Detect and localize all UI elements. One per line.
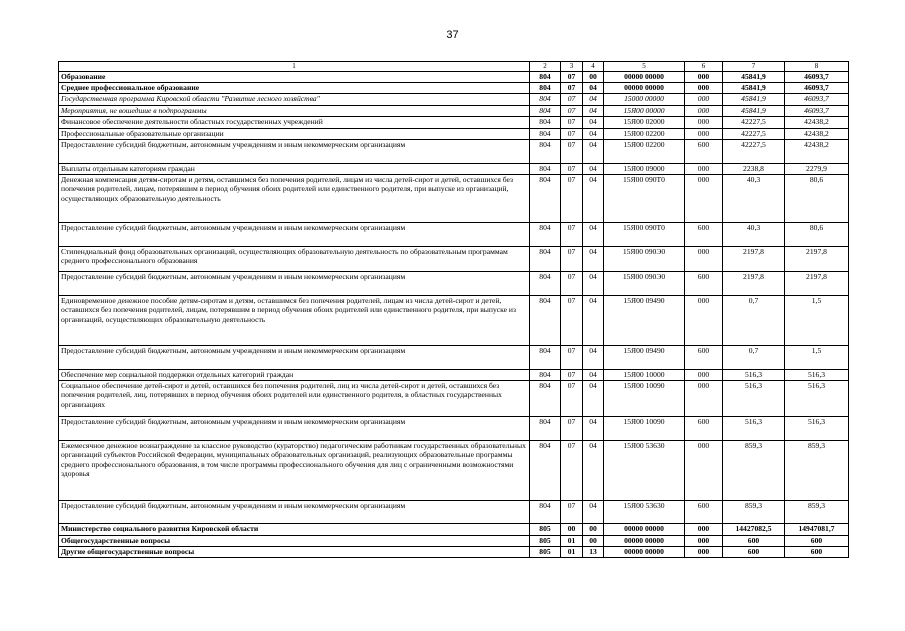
- cell-code-admin: 804: [530, 83, 561, 94]
- cell-code-target: 15Я00 02200: [604, 140, 685, 164]
- cell-amount-year2: 859,3: [785, 441, 849, 501]
- cell-amount-year2: 42438,2: [785, 140, 849, 164]
- cell-amount-year2: 46093,7: [785, 83, 849, 94]
- budget-table: [58, 61, 849, 558]
- cell-name: Предоставление субсидий бюджетным, автономным учреждениям и иным некоммерческим организациям: [59, 501, 530, 524]
- cell-amount-year1: 600: [723, 547, 785, 558]
- cell-amount-year1: 45841,9: [723, 106, 785, 117]
- cell-amount-year1: 2238,8: [723, 164, 785, 175]
- cell-name: Государственная программа Кировской области "Развитие лесного хозяйства": [59, 94, 530, 106]
- cell-amount-year2: 600: [785, 547, 849, 558]
- header-cell: 2: [530, 62, 561, 72]
- cell-code-section: 07: [561, 83, 583, 94]
- table-row: [59, 140, 849, 164]
- table-row: [59, 117, 849, 129]
- cell-code-admin: 804: [530, 247, 561, 272]
- table-row: [59, 272, 849, 296]
- cell-code-expense-type: 600: [685, 140, 723, 164]
- cell-amount-year2: 516,3: [785, 417, 849, 441]
- cell-code-target: 15Я00 090Т0: [604, 223, 685, 247]
- cell-code-expense-type: 600: [685, 223, 723, 247]
- cell-name: Стипендиальный фонд образовательных организаций, осуществляющих образовательную деятельность по образовательным программам среднего профессионального образования: [59, 247, 530, 272]
- cell-code-expense-type: 600: [685, 346, 723, 370]
- cell-code-target: 15Я00 02200: [604, 129, 685, 140]
- cell-name: Мероприятия, не вошедшие в подпрограммы: [59, 106, 530, 117]
- table-row: [59, 247, 849, 272]
- cell-code-target: 15Я00 09490: [604, 346, 685, 370]
- cell-code-admin: 804: [530, 272, 561, 296]
- cell-code-admin: 804: [530, 501, 561, 524]
- cell-code-subsection: 04: [583, 417, 604, 441]
- cell-amount-year1: 40,3: [723, 223, 785, 247]
- table-row: [59, 223, 849, 247]
- cell-name: Другие общегосударственные вопросы: [59, 547, 530, 558]
- cell-name: Общегосударственные вопросы: [59, 536, 530, 547]
- header-row: [59, 62, 849, 72]
- cell-code-section: 07: [561, 417, 583, 441]
- cell-code-target: 00000 00000: [604, 536, 685, 547]
- cell-code-section: 07: [561, 346, 583, 370]
- cell-code-subsection: 04: [583, 247, 604, 272]
- header-cell: 5: [604, 62, 685, 72]
- table-row: [59, 441, 849, 501]
- cell-name: Финансовое обеспечение деятельности областных государственных учреждений: [59, 117, 530, 129]
- cell-code-section: 07: [561, 94, 583, 106]
- header-cell: 1: [59, 62, 530, 72]
- cell-amount-year1: 859,3: [723, 501, 785, 524]
- cell-code-target: 00000 00000: [604, 83, 685, 94]
- cell-name: Предоставление субсидий бюджетным, автономным учреждениям и иным некоммерческим организациям: [59, 272, 530, 296]
- cell-amount-year2: 2197,8: [785, 272, 849, 296]
- cell-name: Профессиональные образовательные организации: [59, 129, 530, 140]
- cell-code-admin: 804: [530, 164, 561, 175]
- cell-code-expense-type: 600: [685, 501, 723, 524]
- cell-code-admin: 805: [530, 547, 561, 558]
- cell-amount-year2: 46093,7: [785, 94, 849, 106]
- cell-code-section: 07: [561, 117, 583, 129]
- header-cell: 8: [785, 62, 849, 72]
- table-row: [59, 106, 849, 117]
- table-row: [59, 536, 849, 547]
- cell-amount-year1: 0,7: [723, 296, 785, 346]
- cell-amount-year2: 42438,2: [785, 129, 849, 140]
- cell-amount-year2: 1,5: [785, 296, 849, 346]
- cell-code-expense-type: 000: [685, 106, 723, 117]
- cell-code-section: 01: [561, 547, 583, 558]
- cell-code-expense-type: 000: [685, 72, 723, 83]
- cell-amount-year1: 516,3: [723, 381, 785, 417]
- table-row: [59, 381, 849, 417]
- cell-code-expense-type: 000: [685, 247, 723, 272]
- cell-code-section: 01: [561, 536, 583, 547]
- cell-name: Образование: [59, 72, 530, 83]
- table-row: [59, 129, 849, 140]
- cell-code-section: 07: [561, 129, 583, 140]
- cell-amount-year1: 42227,5: [723, 117, 785, 129]
- table-row: [59, 83, 849, 94]
- cell-code-admin: 804: [530, 140, 561, 164]
- cell-code-admin: 805: [530, 536, 561, 547]
- cell-name: Обеспечение мер социальной поддержки отдельных категорий граждан: [59, 370, 530, 381]
- cell-amount-year1: 42227,5: [723, 140, 785, 164]
- cell-code-subsection: 04: [583, 296, 604, 346]
- cell-code-admin: 804: [530, 296, 561, 346]
- cell-code-target: 15Я00 090Э0: [604, 247, 685, 272]
- cell-name: Единовременное денежное пособие детям-сиротам и детям, оставшимся без попечения родителей, лицам из числа детей-сирот и детей, оставшихся без попечения родителей, лицам, потерявшим в период обучения обоих родителей или единственного родителя, при выпуске из организаций, осуществляющих образовательную деятельность: [59, 296, 530, 346]
- cell-code-admin: 804: [530, 223, 561, 247]
- cell-code-section: 07: [561, 441, 583, 501]
- cell-name: Министерство социального развития Кировской области: [59, 524, 530, 536]
- cell-code-target: 15Я00 09490: [604, 296, 685, 346]
- cell-code-subsection: 04: [583, 346, 604, 370]
- cell-code-expense-type: 000: [685, 536, 723, 547]
- cell-amount-year2: 46093,7: [785, 106, 849, 117]
- cell-code-target: 15Я00 10090: [604, 417, 685, 441]
- table-row: [59, 417, 849, 441]
- cell-code-expense-type: 000: [685, 83, 723, 94]
- table-row: [59, 296, 849, 346]
- table-row: [59, 370, 849, 381]
- cell-code-expense-type: 600: [685, 272, 723, 296]
- cell-amount-year2: 516,3: [785, 381, 849, 417]
- cell-name: Предоставление субсидий бюджетным, автономным учреждениям и иным некоммерческим организациям: [59, 140, 530, 164]
- cell-amount-year1: 600: [723, 536, 785, 547]
- table-row: [59, 547, 849, 558]
- cell-code-expense-type: 000: [685, 117, 723, 129]
- table-row: [59, 524, 849, 536]
- cell-code-admin: 805: [530, 524, 561, 536]
- cell-code-subsection: 04: [583, 370, 604, 381]
- cell-amount-year2: 80,6: [785, 223, 849, 247]
- cell-code-subsection: 04: [583, 441, 604, 501]
- cell-amount-year2: 80,6: [785, 175, 849, 223]
- cell-amount-year2: 46093,7: [785, 72, 849, 83]
- cell-amount-year2: 516,3: [785, 370, 849, 381]
- cell-amount-year1: 2197,8: [723, 247, 785, 272]
- cell-amount-year1: 40,3: [723, 175, 785, 223]
- cell-code-subsection: 04: [583, 140, 604, 164]
- cell-code-target: 15Я00 53630: [604, 501, 685, 524]
- cell-code-section: 07: [561, 175, 583, 223]
- cell-code-subsection: 00: [583, 72, 604, 83]
- cell-name: Денежная компенсация детям-сиротам и детям, оставшимся без попечения родителей, лицам из числа детей-сирот и детей, оставшихся без попечения родителей, лицам, потерявшим в период обучения обоих родителей или единственного родителя, при выпуске из организаций, осуществляющих образовательную деятельность: [59, 175, 530, 223]
- cell-code-subsection: 04: [583, 272, 604, 296]
- cell-code-subsection: 00: [583, 536, 604, 547]
- cell-amount-year1: 516,3: [723, 417, 785, 441]
- cell-code-subsection: 04: [583, 223, 604, 247]
- cell-code-target: 00000 00000: [604, 547, 685, 558]
- cell-code-expense-type: 000: [685, 296, 723, 346]
- cell-amount-year1: 14427082,5: [723, 524, 785, 536]
- cell-code-subsection: 04: [583, 94, 604, 106]
- cell-code-section: 07: [561, 501, 583, 524]
- cell-code-admin: 804: [530, 129, 561, 140]
- cell-amount-year1: 859,3: [723, 441, 785, 501]
- table-row: [59, 164, 849, 175]
- cell-code-expense-type: 000: [685, 164, 723, 175]
- table-row: [59, 72, 849, 83]
- cell-amount-year1: 45841,9: [723, 83, 785, 94]
- cell-code-subsection: 04: [583, 129, 604, 140]
- cell-code-subsection: 04: [583, 175, 604, 223]
- header-cell: 3: [561, 62, 583, 72]
- cell-code-section: 07: [561, 164, 583, 175]
- page-number: 37: [446, 29, 459, 41]
- cell-name: Среднее профессиональное образование: [59, 83, 530, 94]
- cell-code-section: 07: [561, 272, 583, 296]
- cell-code-admin: 804: [530, 106, 561, 117]
- cell-code-section: 07: [561, 370, 583, 381]
- cell-code-admin: 804: [530, 94, 561, 106]
- cell-code-expense-type: 000: [685, 94, 723, 106]
- cell-code-expense-type: 000: [685, 547, 723, 558]
- cell-code-section: 00: [561, 524, 583, 536]
- cell-amount-year1: 45841,9: [723, 72, 785, 83]
- cell-code-target: 00000 00000: [604, 524, 685, 536]
- cell-amount-year2: 600: [785, 536, 849, 547]
- cell-code-expense-type: 000: [685, 370, 723, 381]
- cell-amount-year1: 42227,5: [723, 129, 785, 140]
- cell-code-section: 07: [561, 247, 583, 272]
- cell-code-section: 07: [561, 140, 583, 164]
- cell-code-target: 15Я00 10090: [604, 381, 685, 417]
- cell-code-admin: 804: [530, 370, 561, 381]
- cell-amount-year2: 2279,9: [785, 164, 849, 175]
- cell-code-subsection: 04: [583, 83, 604, 94]
- cell-name: Предоставление субсидий бюджетным, автономным учреждениям и иным некоммерческим организациям: [59, 346, 530, 370]
- header-cell: 6: [685, 62, 723, 72]
- cell-code-target: 15Я00 10000: [604, 370, 685, 381]
- header-cell: 4: [583, 62, 604, 72]
- cell-code-expense-type: 000: [685, 129, 723, 140]
- cell-name: Предоставление субсидий бюджетным, автономным учреждениям и иным некоммерческим организациям: [59, 417, 530, 441]
- cell-amount-year1: 0,7: [723, 346, 785, 370]
- cell-amount-year1: 45841,9: [723, 94, 785, 106]
- cell-code-target: 15Я00 00000: [604, 106, 685, 117]
- cell-code-target: 15Я00 09000: [604, 164, 685, 175]
- cell-code-section: 07: [561, 106, 583, 117]
- cell-code-expense-type: 000: [685, 441, 723, 501]
- cell-code-target: 15Я00 090Э0: [604, 272, 685, 296]
- cell-code-admin: 804: [530, 175, 561, 223]
- cell-code-expense-type: 000: [685, 381, 723, 417]
- cell-code-subsection: 00: [583, 524, 604, 536]
- table-row: [59, 501, 849, 524]
- cell-code-subsection: 04: [583, 106, 604, 117]
- cell-code-target: 15000 00000: [604, 94, 685, 106]
- cell-code-admin: 804: [530, 346, 561, 370]
- cell-code-target: 15Я00 53630: [604, 441, 685, 501]
- cell-code-admin: 804: [530, 417, 561, 441]
- header-cell: 7: [723, 62, 785, 72]
- table-row: [59, 94, 849, 106]
- cell-code-subsection: 04: [583, 117, 604, 129]
- cell-code-subsection: 04: [583, 381, 604, 417]
- cell-name: Ежемесячное денежное вознаграждение за классное руководство (кураторство) педагогическим работникам государственных образовательных организаций субъектов Российской Федерации, муниципальных образовательных организаций, реализующих образовательные программы среднего профессионального образования, в том числе программы профессионального обучения для лиц с ограниченными возможностями здоровья: [59, 441, 530, 501]
- cell-code-admin: 804: [530, 441, 561, 501]
- cell-amount-year2: 2197,8: [785, 247, 849, 272]
- cell-code-section: 07: [561, 296, 583, 346]
- cell-amount-year1: 516,3: [723, 370, 785, 381]
- cell-code-target: 15Я00 090Т0: [604, 175, 685, 223]
- cell-amount-year2: 1,5: [785, 346, 849, 370]
- cell-code-target: 15Я00 02000: [604, 117, 685, 129]
- cell-amount-year2: 42438,2: [785, 117, 849, 129]
- table-body: [59, 62, 849, 558]
- cell-code-subsection: 04: [583, 164, 604, 175]
- cell-code-section: 07: [561, 72, 583, 83]
- cell-name: Социальное обеспечение детей-сирот и детей, оставшихся без попечения родителей, лиц из числа детей-сирот и детей, оставшихся без попечения родителей, лиц, потерявших в период обучения обоих родителей или единственного родителя, в областных государственных организациях: [59, 381, 530, 417]
- cell-code-expense-type: 600: [685, 417, 723, 441]
- cell-code-expense-type: 000: [685, 175, 723, 223]
- cell-code-admin: 804: [530, 72, 561, 83]
- cell-code-expense-type: 000: [685, 524, 723, 536]
- cell-name: Выплаты отдельным категориям граждан: [59, 164, 530, 175]
- table-row: [59, 175, 849, 223]
- cell-code-admin: 804: [530, 381, 561, 417]
- cell-code-admin: 804: [530, 117, 561, 129]
- cell-code-section: 07: [561, 223, 583, 247]
- cell-code-target: 00000 00000: [604, 72, 685, 83]
- cell-amount-year1: 2197,8: [723, 272, 785, 296]
- cell-amount-year2: 859,3: [785, 501, 849, 524]
- cell-code-subsection: 04: [583, 501, 604, 524]
- table-row: [59, 346, 849, 370]
- cell-code-section: 07: [561, 381, 583, 417]
- cell-name: Предоставление субсидий бюджетным, автономным учреждениям и иным некоммерческим организациям: [59, 223, 530, 247]
- cell-amount-year2: 14947081,7: [785, 524, 849, 536]
- cell-code-subsection: 13: [583, 547, 604, 558]
